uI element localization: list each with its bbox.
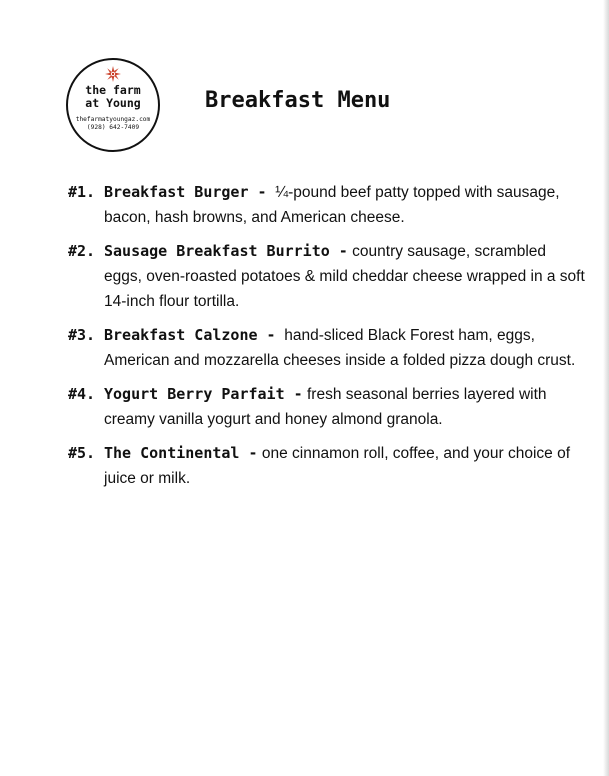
item-description: hand-sliced Black Forest ham, eggs, American and mozzarella cheeses inside a folded pizza dough crust. xyxy=(104,327,576,369)
item-name: Sausage Breakfast Burrito - xyxy=(104,242,348,260)
item-name: Breakfast Calzone - xyxy=(104,326,276,344)
item-number: #5. xyxy=(68,444,96,462)
menu-item xyxy=(68,239,588,314)
menu-items-list xyxy=(68,180,588,500)
menu-item xyxy=(68,382,588,432)
menu-item xyxy=(68,441,588,491)
item-description: fresh seasonal berries layered with creamy vanilla yogurt and honey almond granola. xyxy=(104,386,547,428)
flower-icon xyxy=(105,66,121,82)
page-edge-shadow xyxy=(603,0,609,776)
page-title: Breakfast Menu xyxy=(205,88,391,113)
item-number: #2. xyxy=(68,242,96,260)
item-description: country sausage, scrambled eggs, oven-roasted potatoes & mild cheddar cheese wrapped in a soft 14-inch flour tortilla. xyxy=(104,243,585,310)
item-name: Yogurt Berry Parfait - xyxy=(104,385,303,403)
menu-item xyxy=(68,180,588,230)
item-number: #1. xyxy=(68,183,96,201)
logo-line-1: the farm xyxy=(85,83,141,97)
item-name: The Continental - xyxy=(104,444,258,462)
farm-logo xyxy=(66,58,160,152)
logo-line-2: at Young xyxy=(85,96,141,110)
logo-phone: (928) 642-7409 xyxy=(86,124,140,131)
menu-item xyxy=(68,323,588,373)
item-description: ¼-pound beef patty topped with sausage, bacon, hash browns, and American cheese. xyxy=(104,184,560,226)
item-name: Breakfast Burger - xyxy=(104,183,267,201)
item-description: one cinnamon roll, coffee, and your choice of juice or milk. xyxy=(104,445,571,487)
logo-url: thefarmatyoungaz.com xyxy=(75,116,151,123)
item-number: #3. xyxy=(68,326,96,344)
item-number: #4. xyxy=(68,385,96,403)
